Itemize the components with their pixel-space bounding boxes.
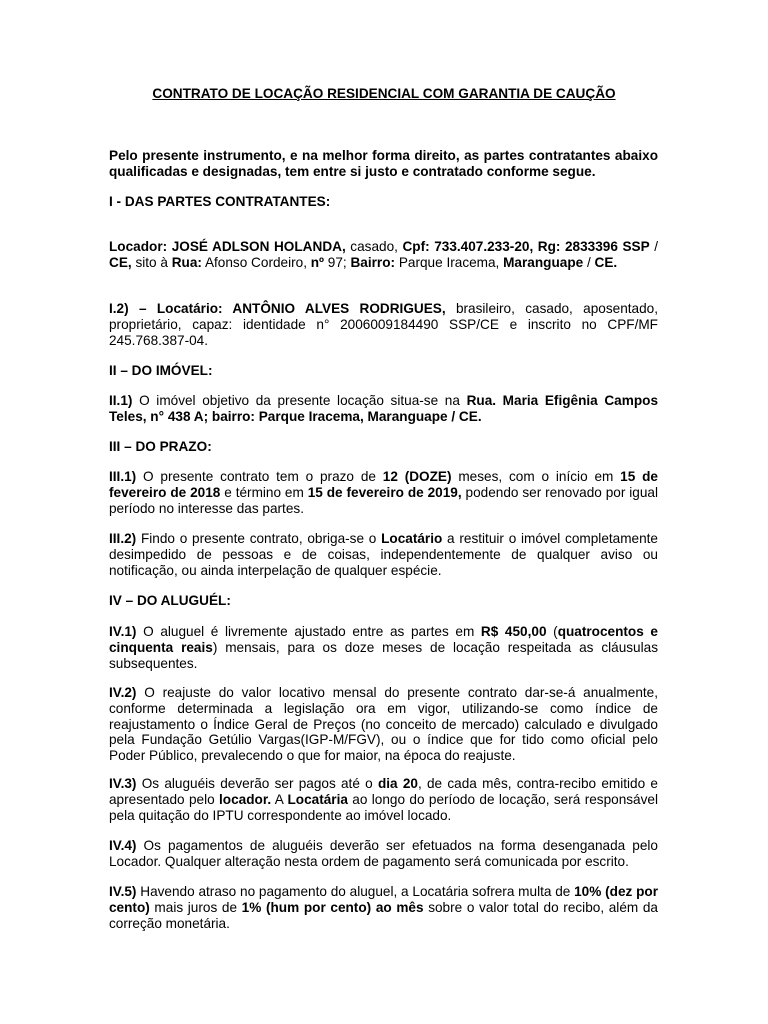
text-span: ( (546, 624, 558, 639)
text-span: casado, (345, 239, 403, 254)
interest-rate: 1% (hum por cento) ao mês (241, 899, 424, 915)
prazo-start: 15 de fevereiro de 2018 (109, 469, 658, 500)
rua-label: Rua: (171, 254, 202, 270)
clause-aluguel-3 (109, 776, 658, 823)
imovel-address: Rua. Maria Efigênia Campos Teles, n° 438 A; bairro: Parque Iracema, Maranguape / CE. (109, 393, 659, 424)
text-span: brasileiro, casado, aposentado, proprietário, capaz: identidade n° 2006009184490 SSP/CE e inscrito no CPF/MF 245.768.387-04. (109, 301, 658, 348)
text-span: sito à (131, 254, 172, 270)
clause-aluguel-4 (109, 838, 658, 870)
text-span: ao longo do período de locação, será responsável pela quitação do IPTU correspondente ao imóvel locado. (109, 791, 658, 823)
text-span: 97; (324, 254, 351, 270)
section-heading-aluguel: IV – DO ALUGUÉL: (109, 593, 231, 608)
text-span: ) mensais, para os doze meses de locação respeitada as cláusulas subsequentes. (109, 639, 658, 671)
text-span: , de cada mês, contra-recibo emitido e apresentado pelo (109, 776, 658, 807)
bairro-label: Bairro: (350, 254, 396, 270)
clause-locatario (109, 301, 658, 348)
aluguel-value-words: quatrocentos e cinquenta reais (109, 624, 658, 655)
text-span: A (271, 791, 288, 807)
text-span: O imóvel objetivo da presente locação situa-se na (132, 393, 467, 408)
section-heading-prazo: III – DO PRAZO: (109, 439, 212, 454)
text-span: O aluguel é livremente ajustado entre as partes em (136, 624, 481, 639)
text-span: / (649, 239, 659, 254)
text-span: Afonso Cordeiro, (201, 254, 311, 270)
text-span: meses, com o início em (451, 469, 621, 484)
text-span: Os aluguéis deverão ser pagos até o (136, 776, 378, 791)
clause-number: IV.3) (109, 776, 137, 791)
locataria-term: Locatária (287, 791, 348, 807)
due-day: dia 20 (377, 776, 418, 791)
text-span: a restituir o imóvel completamente desimpedido de pessoas e de coisas, independentemente de qualquer aviso ou notificação, ou ainda interpelação de qualquer espécie. (109, 531, 658, 578)
text-span: podendo ser renovado por igual período no interesse das partes. (109, 484, 658, 516)
clause-aluguel-1 (109, 624, 658, 671)
text-span: Findo o presente contrato, obriga-se o (136, 531, 382, 546)
clause-number: III.2) (109, 531, 137, 546)
text-span: e término em (220, 484, 308, 500)
text-span: / (583, 254, 595, 270)
clause-number: IV.2) (109, 685, 137, 700)
text-span: Os pagamentos de aluguéis deverão ser efetuados na forma desenganada pelo Locador. Qualquer alteração nesta ordem de pagamento será comunicada por escrito. (109, 838, 658, 869)
section-heading-imovel: II – DO IMÓVEL: (109, 363, 213, 378)
num-label: nº (310, 254, 325, 270)
clause-number: IV.1) (109, 624, 137, 639)
clause-number: II.1) (109, 393, 133, 408)
prazo-end: 15 de fevereiro de 2019, (307, 484, 462, 500)
clause-number: IV.4) (109, 838, 137, 853)
text-span: mais juros de (149, 899, 242, 915)
locatario-label: I.2) – Locatário: ANTÔNIO ALVES RODRIGUES, (109, 301, 446, 316)
locatario-term: Locatário (381, 531, 443, 546)
intro-paragraph: Pelo presente instrumento, e na melhor forma direito, as partes contratantes abaixo qualificadas e designadas, tem entre si justo e contratado conforme segue. (109, 148, 658, 179)
locador-state: CE. (594, 254, 618, 270)
text-span: Havendo atraso no pagamento do aluguel, a Locatária sofrera multa de (136, 884, 575, 899)
locador-label: Locador: (109, 239, 168, 254)
clause-locador (109, 239, 658, 271)
clause-aluguel-2 (109, 685, 658, 764)
clause-number: III.1) (109, 469, 137, 484)
locador-city: Maranguape (503, 254, 584, 270)
text-span: O reajuste do valor locativo mensal do presente contrato dar-se-á anualmente, conforme determinada a legislação ora em vigor, utilizando-se como índice de reajustamento o Índice Geral de Preços (no conceito de mercado) calculado e divulgado pela Fundação Getúlio Vargas(IGP-M/FGV), ou o índice que for tido como oficial pelo Poder Público, prevalecendo o que for maior, na época do reajuste. (109, 685, 658, 764)
clause-number: IV.5) (109, 884, 137, 899)
clause-prazo-1 (109, 469, 658, 516)
clause-prazo-2 (109, 531, 658, 578)
locador-uf: CE, (109, 254, 132, 270)
section-heading-parties: I - DAS PARTES CONTRATANTES: (109, 194, 331, 209)
penalty-rate: 10% (dez por cento) (109, 884, 658, 915)
locador-name: JOSÉ ADLSON HOLANDA, (171, 239, 346, 254)
locador-documents: Cpf: 733.407.233-20, Rg: 2833396 SSP (402, 239, 650, 254)
locador-term: locador. (219, 791, 272, 807)
text-span: O presente contrato tem o prazo de (136, 469, 383, 484)
contract-title: CONTRATO DE LOCAÇÃO RESIDENCIAL COM GARANTIA DE CAUÇÃO (152, 86, 616, 101)
prazo-duration: 12 (DOZE) (382, 469, 452, 484)
clause-aluguel-5 (109, 884, 658, 931)
text-span: Parque Iracema, (395, 254, 504, 270)
clause-imovel (109, 393, 658, 425)
aluguel-value: R$ 450,00 (480, 624, 547, 639)
text-span: sobre o valor total do recibo, além da correção monetária. (109, 899, 658, 931)
